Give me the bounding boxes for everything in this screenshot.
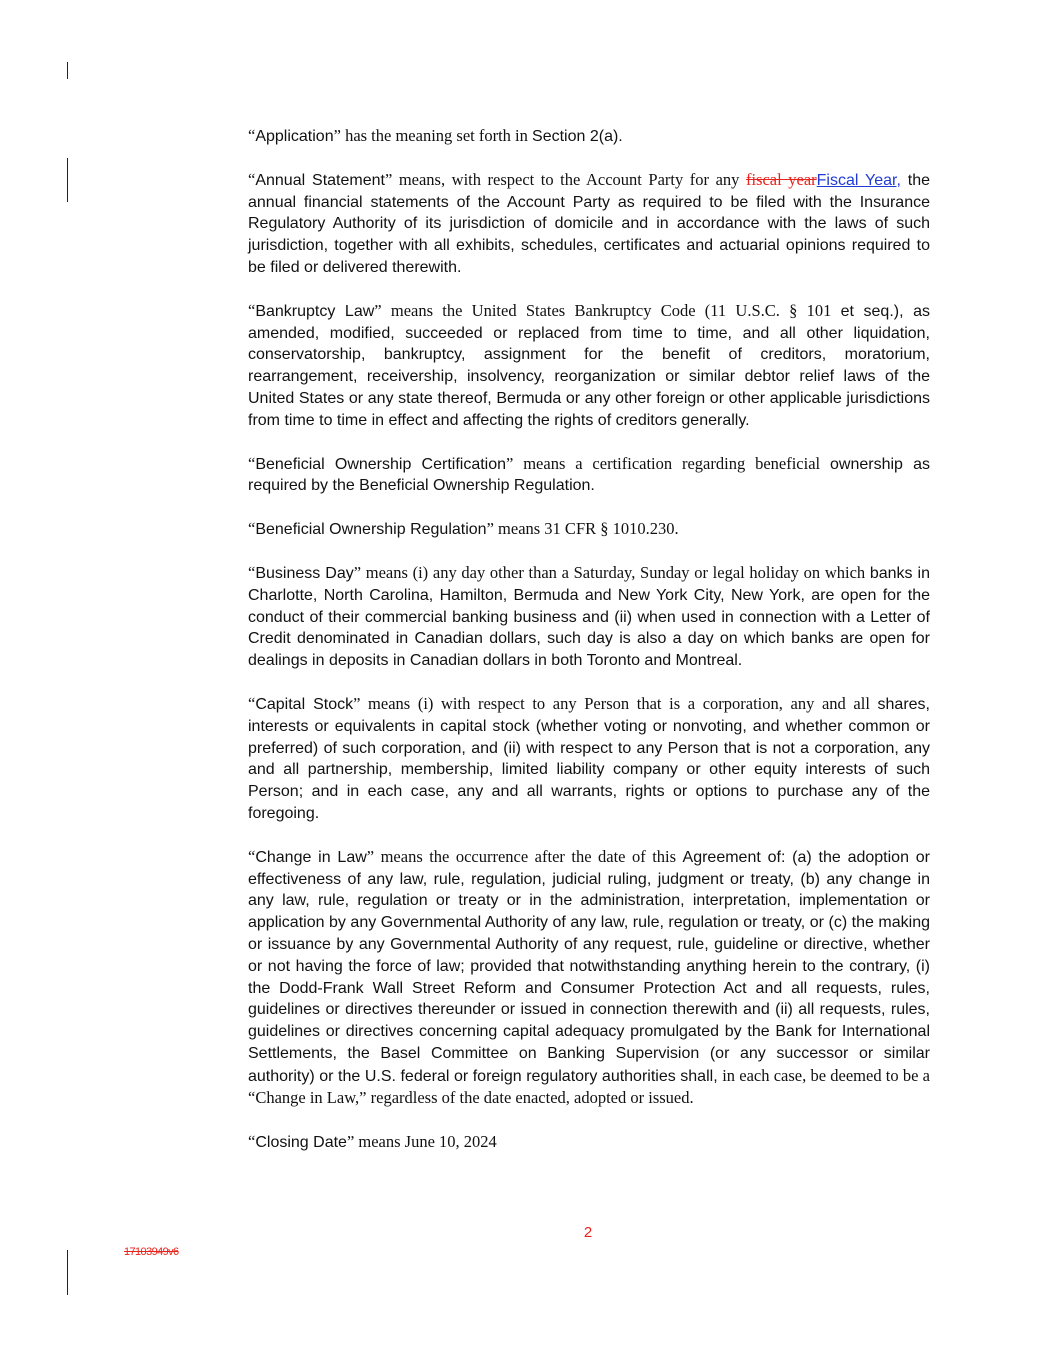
change-bar — [67, 1250, 68, 1295]
deleted-text: fiscal year — [745, 169, 817, 189]
change-bar — [67, 62, 68, 79]
definition-bankruptcy-law: “Bankruptcy Law” means the United States Bankruptcy Code (11 U.S.C. § 101 et seq.), as amended, modified, succeeded or replaced from time to time, and all other liquidation, conservatorship, bankruptcy, assignment for the benefit of creditors, moratorium, rearrangement, receivership, insolvency, reorganization or similar debtor relief laws of the United States or any state thereof, Bermuda or any other foreign or other applicable jurisdictions from time to time in effect and affecting the rights of creditors generally. — [248, 300, 931, 429]
definitions-section — [248, 125, 930, 1175]
defined-term: Beneficial Ownership Certification — [255, 455, 507, 473]
defined-term: Annual Statement — [255, 171, 385, 189]
defined-term: Closing Date — [255, 1134, 347, 1152]
defined-term: Application — [255, 128, 334, 145]
change-bar — [67, 158, 68, 202]
defined-term: Capital Stock — [255, 695, 354, 713]
page-number: 2 — [583, 1224, 593, 1241]
definition-closing-date: “Closing Date” means June 10, 2024 — [248, 1132, 497, 1152]
definition-business-day: “Business Day” means (i) any day other than a Saturday, Sunday or legal holiday on which banks in Charlotte, North Carolina, Hamilton, Bermuda and New York City, New York, are open for the conduct of their commercial banking business and (ii) when used in connection with a Letter of Credit denominated in Canadian dollars, such day is also a day on which banks are open for dealings in deposits in Canadian dollars in both Toronto and Montreal. — [248, 562, 931, 670]
definition-capital-stock: “Capital Stock” means (i) with respect to any Person that is a corporation, any and all shares, interests or equivalents in capital stock (whether voting or nonvoting, and whether common or preferred) of such corporation, and (ii) with respect to any Person that is not a corporation, any and all partnership, membership, limited liability company or other equity interests of such Person; and in each case, any and all warrants, rights or options to purchase any of the foregoing. — [248, 693, 930, 822]
defined-term: Business Day — [255, 564, 354, 582]
document-id: 17103949v6 — [124, 1246, 179, 1258]
definition-annual-statement: “Annual Statement” means, with respect to the Account Party for any fiscal yearFiscal Year, the annual financial statements of the Account Party as required to be filed with the Insurance Regulatory Authority of its jurisdiction of domicile and in accordance with the laws of such jurisdiction, together with all exhibits, schedules, certificates and actuarial opinions required to be filed or delivered therewith. — [248, 169, 931, 276]
definition-change-in-law: “Change in Law” means the occurrence after the date of this Agreement of: (a) the adoption or effectiveness of any law, rule, regulation, judicial ruling, judgment or treaty, (b) any change in any law, rule, regulation or treaty or in the administration, interpretation, implementation or application by any Governmental Authority of any law, rule, regulation or treaty, or (c) the making or issuance by any Governmental Authority of any request, rule, guideline or directive, whether or not having the force of law; provided that notwithstanding anything herein to the contrary, (i) the Dodd-Frank Wall Street Reform and Consumer Protection Act and all requests, rules, guidelines or directives thereunder or issued in connection therewith and (ii) all requests, rules, guidelines or directives concerning capital adequacy promulgated by the Bank for International Settlements, the Basel Committee on Banking Supervision (or any successor or similar authority) or the U.S. federal or foreign regulatory authorities shall, in each case, be deemed to be a “Change in Law,” regardless of the date enacted, adopted or issued. — [248, 846, 931, 1108]
inserted-text: Fiscal Year, — [816, 171, 901, 189]
definition-beneficial-ownership-regulation: “Beneficial Ownership Regulation” means 31 CFR § 1010.230. — [248, 519, 679, 539]
definition-beneficial-ownership-certification: “Beneficial Ownership Certification” means a certification regarding beneficial ownership as required by the Beneficial Ownership Regulation. — [248, 453, 930, 495]
definition-application: “Application” has the meaning set forth in Section 2(a). — [248, 126, 623, 145]
defined-term: Bankruptcy Law — [255, 302, 375, 320]
defined-term: Beneficial Ownership Regulation — [255, 521, 487, 539]
defined-term: Change in Law — [255, 848, 367, 866]
